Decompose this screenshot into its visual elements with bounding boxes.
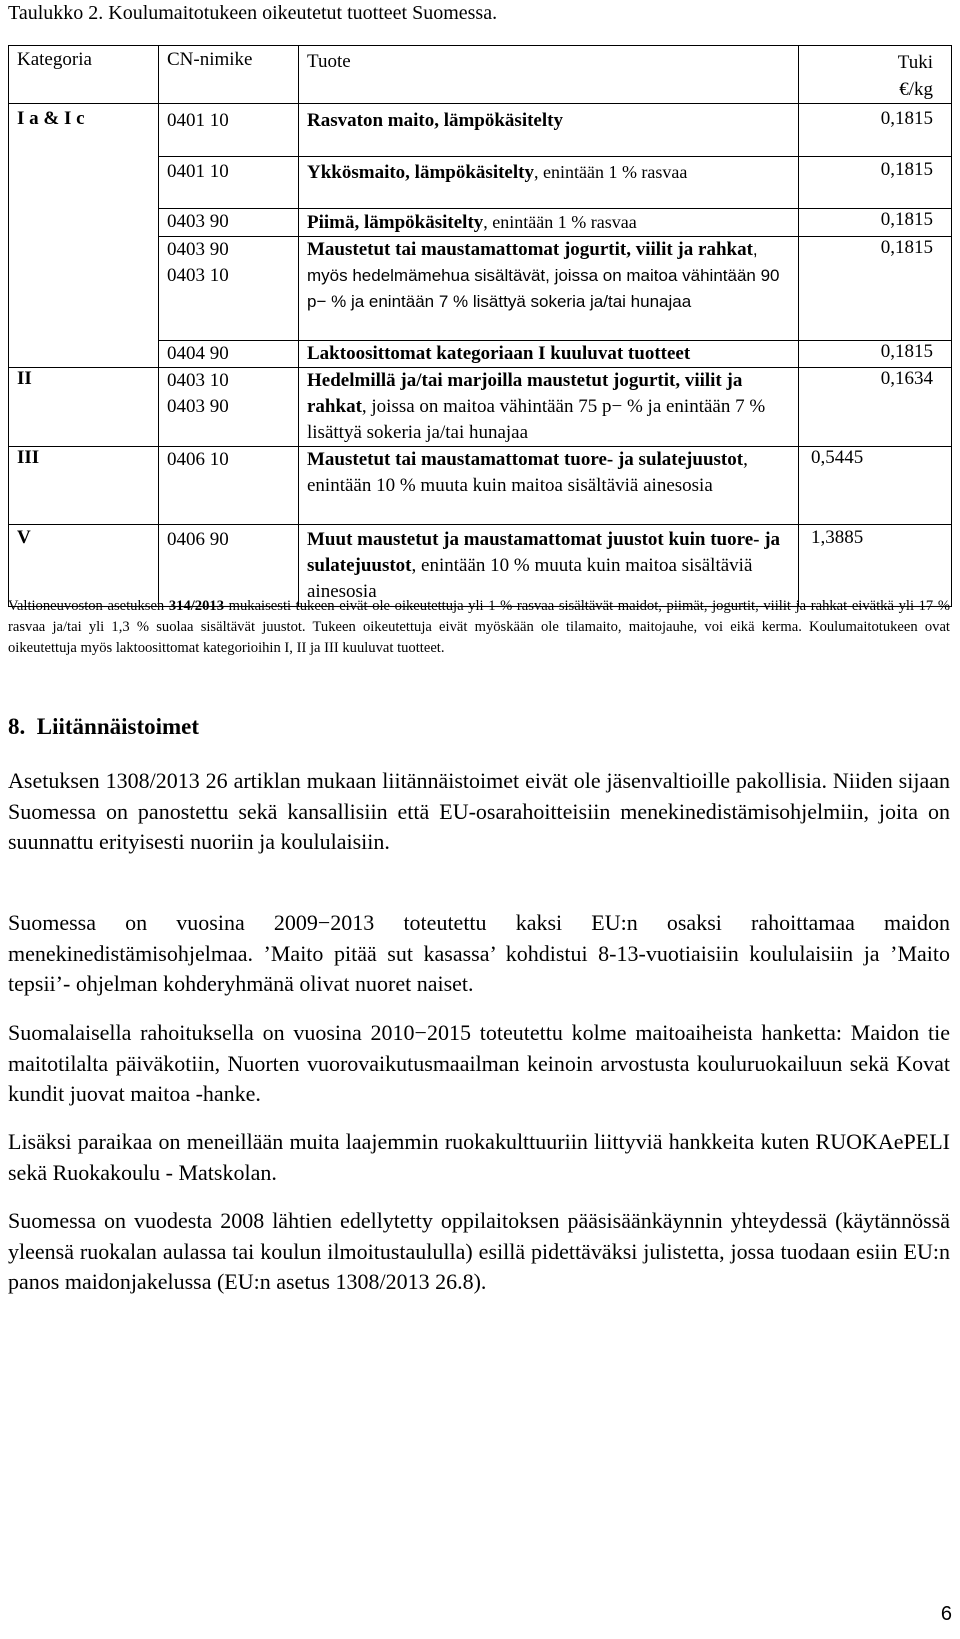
category-cell	[9, 237, 159, 341]
product-name: Piimä, lämpökäsitelty	[307, 212, 484, 233]
product-description: , myös hedelmämehua sisältävät, joissa on maitoa vähintään 90 p− % ja enintään 7 % lisättyä sokeria ja/tai hunajaa	[307, 240, 780, 311]
table-row	[9, 447, 952, 525]
footnote-text: Valtioneuvoston asetuksen	[8, 598, 169, 614]
category-cell	[9, 341, 159, 368]
cn-code: 0401 10	[167, 161, 229, 182]
footnote-decree-number: 314/2013	[168, 598, 224, 614]
header-aid	[799, 46, 952, 104]
footnote-text: mukaisesti tukeen eivät ole oikeutettuja yli 1 % rasvaa sisältävät maidot, piimät, jogurtit, viilit ja rahkat eivätkä yli 17 % rasvaa ja/tai yli 1,3 % suolaa sisältävät juustot. Tukeen oikeutettuja eivät myöskään ole tilamaito, maitojauhe, voi eikä kerma. Koulumaitotukeen ovat oikeutettuja myös laktoosittomat kategorioihin I, II ja III kuuluvat tuotteet.	[8, 598, 951, 656]
aid-cell: 0,1815	[799, 157, 952, 209]
cn-cell	[159, 157, 299, 209]
table-row	[9, 104, 952, 157]
cn-code: 0406 90	[167, 529, 229, 550]
product-name: Hedelmillä ja/tai marjoilla maustetut jogurtit, viilit ja rahkat	[307, 370, 743, 417]
product-description: , enintään 10 % muuta kuin maitoa sisältäviä ainesosia	[307, 449, 748, 496]
section-heading: 8. Liitännäistoimet	[8, 714, 200, 739]
product-cell	[299, 209, 799, 237]
category-cell	[9, 209, 159, 237]
table-caption: Taulukko 2. Koulumaitotukeen oikeutetut tuotteet Suomessa.	[8, 2, 498, 24]
header-product: Tuote	[299, 46, 799, 104]
cn-code: 0403 90	[167, 396, 229, 417]
cn-cell	[159, 237, 299, 341]
aid-cell: 0,1815	[799, 341, 952, 368]
paragraph: Suomessa on vuosina 2009−2013 toteutettu kaksi EU:n osaksi rahoittamaa maidon menekinedistämisohjelmaa. ’Maito pitää sut kasassa’ kohdistui 8-13-vuotiaisiin koululaisiin ja ’Maito tepsii’- ohjelman kohderyhmänä olivat nuoret naiset.	[8, 910, 950, 996]
product-cell	[299, 368, 799, 447]
category-cell: III	[9, 447, 159, 525]
cn-code: 0406 10	[167, 449, 229, 470]
header-cn: CN-nimike	[159, 46, 299, 104]
cn-code: 0403 90	[167, 239, 229, 260]
cn-code: 0401 10	[167, 110, 229, 131]
product-description: , enintään 1 % rasvaa	[483, 212, 637, 232]
table-row	[9, 237, 952, 341]
table-header-row	[9, 46, 952, 104]
header-category: Kategoria	[9, 46, 159, 104]
category-cell	[9, 157, 159, 209]
cn-cell	[159, 368, 299, 447]
cn-code: 0403 10	[167, 265, 229, 286]
category-cell: I a & I c	[9, 104, 159, 157]
header-aid-line1: Tuki	[897, 52, 933, 73]
school-milk-table	[8, 45, 952, 607]
product-name: Laktoosittomat kategoriaan I kuuluvat tuotteet	[307, 343, 691, 364]
aid-cell: 0,5445	[799, 447, 952, 525]
table-row	[9, 525, 952, 607]
cn-code: 0403 10	[167, 370, 229, 391]
paragraph: Suomessa on vuodesta 2008 lähtien edellytetty oppilaitoksen pääsisäänkäynnin yhteydessä (käytännössä yleensä ruokalan aulassa tai koulun ilmoitustaululla) esillä pidettäväksi julistetta, jossa tuodaan esiin EU:n panos maidonjakelussa (EU:n asetus 1308/2013 26.8).	[8, 1208, 950, 1294]
product-cell	[299, 525, 799, 607]
cn-cell	[159, 104, 299, 157]
product-description: , enintään 10 % muuta kuin maitoa sisältäviä ainesosia	[307, 555, 753, 602]
table-row	[9, 209, 952, 237]
aid-cell: 0,1634	[799, 368, 952, 447]
table-row	[9, 157, 952, 209]
aid-cell: 1,3885	[799, 525, 952, 607]
cn-code: 0403 90	[167, 211, 229, 232]
table-footnote	[8, 596, 950, 659]
product-cell	[299, 237, 799, 341]
aid-cell: 0,1815	[799, 104, 952, 157]
aid-cell: 0,1815	[799, 209, 952, 237]
product-cell	[299, 104, 799, 157]
cn-code: 0404 90	[167, 343, 229, 364]
cn-cell	[159, 209, 299, 237]
product-cell	[299, 157, 799, 209]
paragraph: Lisäksi paraikaa on meneillään muita laajemmin ruokakulttuuriin liittyviä hankkeita kuten RUOKAePELI sekä Ruokakoulu - Matskolan.	[8, 1129, 950, 1185]
product-cell	[299, 447, 799, 525]
product-description: , joissa on maitoa vähintään 75 p− % ja enintään 7 % lisättyä sokeria ja/tai hunajaa	[307, 396, 766, 443]
product-description: , enintään 1 % rasvaa	[533, 162, 688, 182]
product-name: Rasvaton maito, lämpökäsitelty	[307, 110, 563, 131]
paragraph: Asetuksen 1308/2013 26 artiklan mukaan liitännäistoimet eivät ole jäsenvaltioille pakollisia. Niiden sijaan Suomessa on panostettu sekä kansallisiin että EU-osarahoitteisiin menekinedistämisohjelmiin, joita on suunnattu erityisesti nuoriin ja koululaisiin.	[8, 768, 950, 854]
table-row	[9, 341, 952, 368]
cn-cell	[159, 447, 299, 525]
product-cell	[299, 341, 799, 368]
paragraph: Suomalaisella rahoituksella on vuosina 2010−2015 toteutettu kolme maitoaiheista hanketta: Maidon tie maitotilalta päiväkotiin, Nuorten vuorovaikutusmaailman keinoin arvostusta kouluruokailuun sekä Kovat kundit juovat maitoa -hanke.	[8, 1020, 950, 1106]
product-name: Maustetut tai maustamattomat jogurtit, viilit ja rahkat	[307, 239, 753, 260]
category-cell: II	[9, 368, 159, 447]
category-cell: V	[9, 525, 159, 607]
product-name: Ykkösmaito, lämpökäsitelty	[307, 162, 534, 183]
product-name: Muut maustetut ja maustamattomat juustot kuin tuore- ja sulatejuustot	[307, 529, 781, 576]
product-name: Maustetut tai maustamattomat tuore- ja sulatejuustot	[307, 449, 744, 470]
header-aid-line2: €/kg	[899, 79, 933, 100]
cn-cell	[159, 341, 299, 368]
table-row	[9, 368, 952, 447]
aid-cell: 0,1815	[799, 237, 952, 341]
cn-cell	[159, 525, 299, 607]
page-number: 6	[940, 1603, 952, 1625]
